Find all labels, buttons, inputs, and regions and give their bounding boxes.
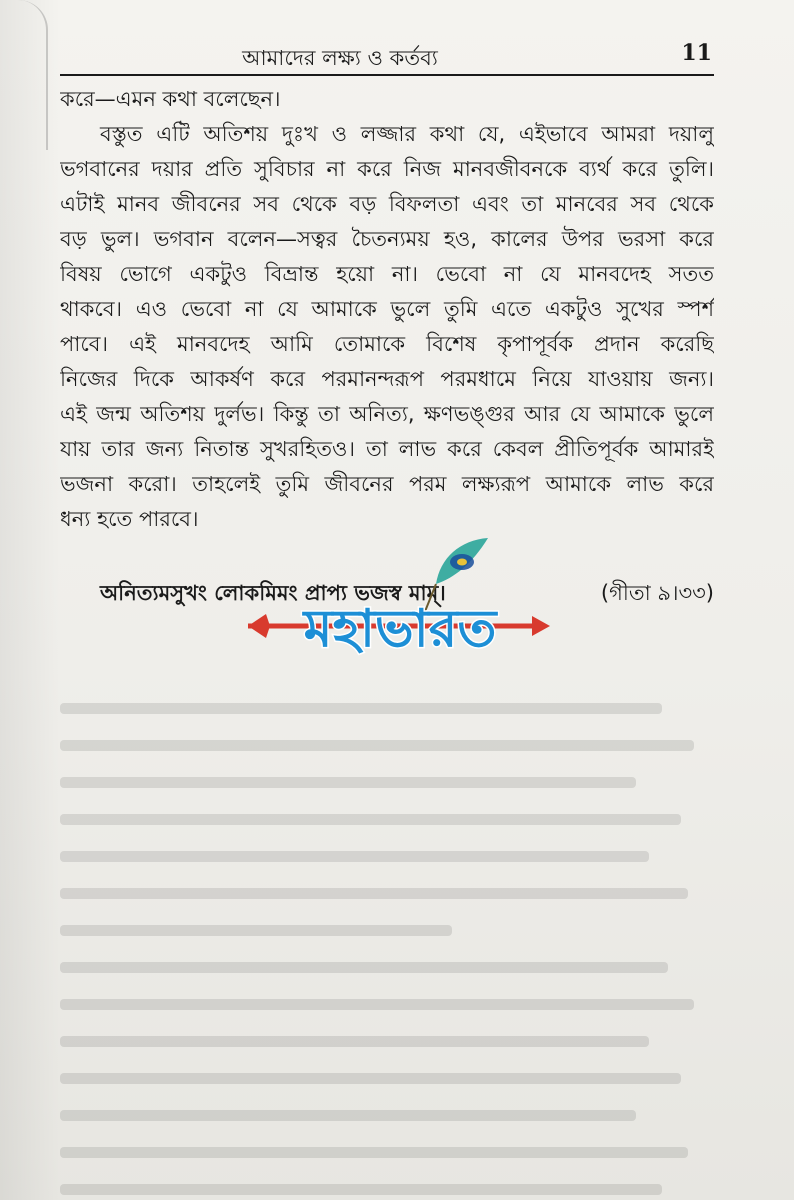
faded-line bbox=[60, 1171, 714, 1200]
faded-line bbox=[60, 986, 714, 1023]
faded-bar bbox=[60, 703, 662, 714]
faded-bar bbox=[60, 999, 694, 1010]
page-curl-shadow bbox=[0, 0, 60, 1200]
faded-bar bbox=[60, 1110, 636, 1121]
page-header bbox=[60, 40, 714, 76]
text-line: বস্তুত এটি অতিশয় দুঃখ ও লজ্জার কথা যে, এইভাবে আমরা দয়ালু bbox=[100, 122, 714, 146]
text-line: পাবে। এই মানবদেহ আমি তোমাকে বিশেষ কৃপাপূর্বক প্রদান করেছি bbox=[60, 332, 714, 356]
faded-line bbox=[60, 764, 714, 801]
text-line: এটাই মানব জীবনের সব থেকে বড় বিফলতা এবং তা মানবের সব থেকে bbox=[60, 192, 714, 216]
page-number: 11 bbox=[681, 40, 712, 66]
faded-line bbox=[60, 838, 714, 875]
faded-line bbox=[60, 690, 714, 727]
faded-bar bbox=[60, 888, 688, 899]
faded-line bbox=[60, 801, 714, 838]
running-title: আমাদের লক্ষ্য ও কর্তব্য bbox=[242, 46, 438, 70]
faded-bar bbox=[60, 925, 452, 936]
watermark-logo bbox=[240, 528, 550, 668]
faded-bar bbox=[60, 814, 681, 825]
faded-bar bbox=[60, 1147, 688, 1158]
text-line: করে—এমন কথা বলেছেন। bbox=[60, 87, 281, 111]
watermark-text: মহাভারত bbox=[303, 599, 497, 659]
faded-line bbox=[60, 1134, 714, 1171]
page-curl-edge bbox=[18, 0, 48, 150]
text-line: ভগবানের দয়ার প্রতি সুবিচার না করে নিজ মানবজীবনকে ব্যর্থ করে তুলি। bbox=[60, 157, 714, 181]
faded-line bbox=[60, 727, 714, 764]
gita-verse: অনিত্যমসুখং লোকমিমং প্রাপ্য ভজস্ব মাম্। bbox=[100, 581, 446, 605]
faded-bar bbox=[60, 962, 668, 973]
faded-line bbox=[60, 949, 714, 986]
text-line: ধন্য হতে পারবে। bbox=[60, 507, 199, 531]
faded-line bbox=[60, 875, 714, 912]
text-line: বড় ভুল। ভগবান বলেন—সত্বর চৈতন্যময় হও, কালের উপর ভরসা করে bbox=[60, 227, 714, 251]
text-line: নিজের দিকে আকর্ষণ করে পরমানন্দরূপ পরমধামে নিয়ে যাওয়ায় জন্য। bbox=[60, 367, 714, 391]
text-line: থাকবে। এও ভেবো না যে আমাকে ভুলে তুমি এতে একটুও সুখের স্পর্শ bbox=[60, 297, 714, 321]
text-line: ভজনা করো। তাহলেই তুমি জীবনের পরম লক্ষ্যরূপ আমাকে লাভ করে bbox=[60, 472, 714, 496]
text-line: যায় তার জন্য নিতান্ত সুখরহিতও। তা লাভ করে কেবল প্রীতিপূর্বক আমারই bbox=[60, 437, 714, 461]
faded-line bbox=[60, 1097, 714, 1134]
faded-line bbox=[60, 912, 714, 949]
verse-reference: (গীতা ৯।৩৩) bbox=[600, 581, 714, 605]
text-line: বিষয় ভোগে একটুও বিভ্রান্ত হয়ো না। ভেবো না যে মানবদেহ সতত bbox=[60, 262, 714, 286]
faded-line bbox=[60, 1060, 714, 1097]
faded-bar bbox=[60, 740, 694, 751]
faded-line bbox=[60, 1023, 714, 1060]
body-text bbox=[60, 82, 714, 537]
text-line: এই জন্ম অতিশয় দুর্লভ। কিন্তু তা অনিত্য, ক্ষণভঙ্গুর আর যে আমাকে ভুলে bbox=[60, 402, 714, 426]
faded-bar bbox=[60, 1036, 649, 1047]
faded-bar bbox=[60, 851, 649, 862]
faded-bar bbox=[60, 1184, 662, 1195]
faded-bar bbox=[60, 1073, 681, 1084]
faded-bar bbox=[60, 777, 636, 788]
faded-reverse-print bbox=[60, 690, 714, 1200]
